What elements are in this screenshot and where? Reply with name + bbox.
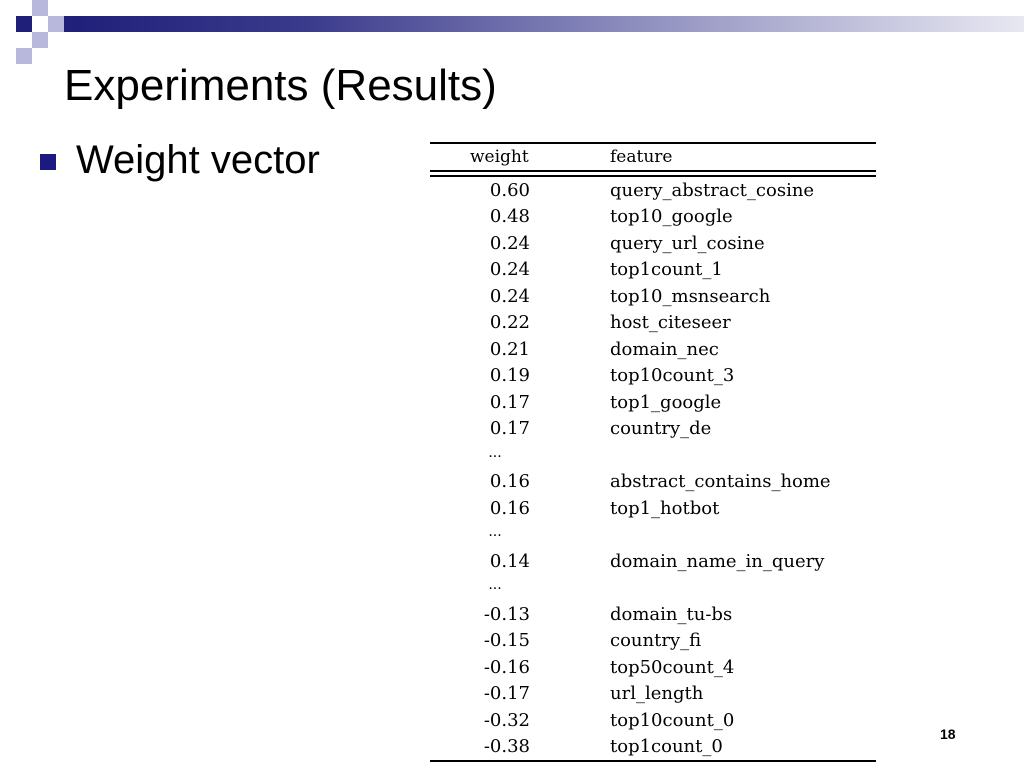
weight-cell — [430, 365, 610, 386]
weight-value: ... — [488, 524, 502, 541]
weight-cell — [430, 339, 610, 360]
weight-value: 0.17 — [489, 418, 530, 440]
table-row — [430, 389, 876, 416]
feature-cell: top1count_0 — [610, 736, 723, 758]
weight-cell — [430, 498, 610, 519]
feature-cell: top1_hotbot — [610, 497, 720, 519]
table-row — [430, 654, 876, 681]
header-gradient-band — [64, 16, 1024, 32]
feature-cell: top1count_1 — [610, 259, 723, 281]
weight-value: 0.48 — [489, 206, 530, 228]
table-row — [430, 177, 876, 204]
feature-cell: domain_name_in_query — [610, 550, 825, 572]
weight-value: ... — [488, 444, 502, 461]
header-square-light — [32, 32, 48, 48]
table-row — [430, 416, 876, 443]
table-row — [430, 681, 876, 708]
weight-value: -0.17 — [483, 683, 530, 705]
header-square-dark — [16, 16, 32, 32]
weight-value: 0.16 — [489, 497, 530, 519]
weight-cell — [430, 710, 610, 731]
weight-value: 0.24 — [489, 232, 530, 254]
table-row — [430, 548, 876, 575]
table-row — [430, 336, 876, 363]
weight-value: 0.17 — [489, 391, 530, 413]
weight-value: 0.24 — [489, 259, 530, 281]
weight-value: -0.38 — [483, 736, 530, 758]
header-square-light — [16, 48, 32, 64]
weight-value: -0.32 — [483, 709, 530, 731]
table-row — [430, 707, 876, 734]
weight-cell — [430, 312, 610, 333]
feature-cell: abstract_contains_home — [610, 471, 831, 493]
table-row — [430, 522, 876, 549]
table-row — [430, 628, 876, 655]
slide-title: Experiments (Results) — [64, 61, 497, 110]
weight-value: -0.16 — [483, 656, 530, 678]
table-row — [430, 283, 876, 310]
feature-cell: top50count_4 — [610, 656, 735, 678]
header-weight — [430, 147, 610, 167]
weight-cell — [430, 471, 610, 492]
table-row — [430, 230, 876, 257]
table-row — [430, 734, 876, 761]
feature-cell: top10_msnsearch — [610, 285, 771, 307]
table-row — [430, 442, 876, 469]
table-row — [430, 495, 876, 522]
table-bottom-rule — [430, 760, 876, 762]
weight-cell — [430, 551, 610, 572]
feature-cell: query_url_cosine — [610, 232, 765, 254]
feature-cell: url_length — [610, 683, 704, 705]
table-body — [430, 177, 876, 760]
weight-cell — [430, 259, 610, 280]
feature-cell: top1_google — [610, 391, 722, 413]
feature-cell: domain_tu-bs — [610, 603, 733, 625]
feature-cell: top10_google — [610, 206, 733, 228]
weight-table — [430, 142, 876, 762]
weight-cell — [430, 683, 610, 704]
header-feature-label: feature — [610, 147, 673, 167]
weight-cell — [430, 392, 610, 413]
weight-cell — [430, 736, 610, 757]
header-square-light — [48, 16, 64, 32]
weight-value: 0.19 — [489, 365, 530, 387]
weight-cell — [430, 577, 610, 598]
weight-cell — [430, 206, 610, 227]
page-number: 18 — [940, 726, 956, 742]
weight-cell — [430, 418, 610, 439]
weight-cell — [430, 657, 610, 678]
bullet-text: Weight vector — [76, 138, 320, 182]
weight-value: 0.24 — [489, 285, 530, 307]
weight-value: -0.15 — [483, 630, 530, 652]
weight-value: -0.13 — [483, 603, 530, 625]
weight-cell — [430, 630, 610, 651]
weight-cell — [430, 445, 610, 466]
feature-cell: top10count_3 — [610, 365, 735, 387]
table-row — [430, 204, 876, 231]
weight-value: 0.16 — [489, 471, 530, 493]
table-row — [430, 257, 876, 284]
table-row — [430, 601, 876, 628]
weight-cell — [430, 233, 610, 254]
weight-cell — [430, 604, 610, 625]
header-square-light — [32, 0, 48, 16]
table-header-rule — [430, 170, 876, 172]
feature-cell: country_fi — [610, 630, 702, 652]
feature-cell: query_abstract_cosine — [610, 179, 815, 201]
feature-cell: country_de — [610, 418, 712, 440]
weight-value: 0.14 — [489, 550, 530, 572]
table-header-row — [430, 144, 876, 170]
weight-value: 0.21 — [489, 338, 530, 360]
table-row — [430, 469, 876, 496]
feature-cell: host_citeseer — [610, 312, 731, 334]
bullet-item — [40, 138, 320, 183]
feature-cell: top10count_0 — [610, 709, 735, 731]
weight-value: 0.60 — [489, 179, 530, 201]
header-weight-label: weight — [470, 147, 529, 167]
table-row — [430, 310, 876, 337]
weight-cell — [430, 286, 610, 307]
feature-cell: domain_nec — [610, 338, 719, 360]
table-row — [430, 575, 876, 602]
header-feature — [610, 147, 876, 167]
table-row — [430, 363, 876, 390]
weight-value: ... — [488, 577, 502, 594]
weight-cell — [430, 180, 610, 201]
weight-cell — [430, 524, 610, 545]
square-bullet-icon — [40, 154, 56, 170]
weight-value: 0.22 — [489, 312, 530, 334]
